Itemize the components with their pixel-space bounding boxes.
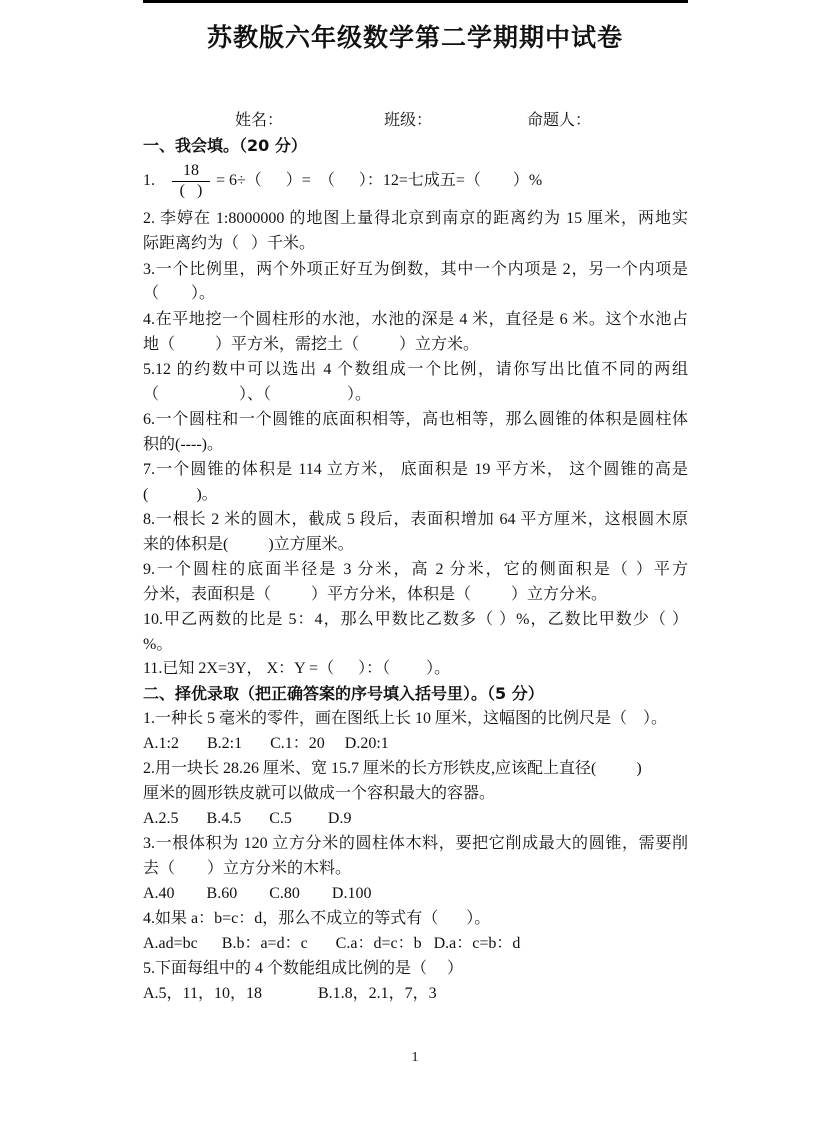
- text-line: 去（ ）立方分米的木料。: [143, 860, 352, 877]
- q1-numerator: 18: [172, 162, 210, 182]
- student-info-row: [143, 110, 688, 132]
- text-line: 3.一根体积为 120 立方分米的圆柱体木料，要把它削成最大的圆锥，需要削: [143, 835, 688, 852]
- options-line: A.40 B.60 C.80 D.100: [143, 885, 372, 902]
- class-label: 班级：: [384, 112, 433, 129]
- text-line: 5.下面每组中的 4 个数能组成比例的是（ ）: [143, 960, 464, 977]
- options-line: A.5，11，10，18 B.1.8，2.1，7，3: [143, 985, 437, 1002]
- text-line: （ ）。: [143, 285, 216, 302]
- author-label: 命题人：: [527, 112, 592, 129]
- q1-denominator: ( ): [179, 182, 203, 199]
- options-line: A.1:2 B.2:1 C.1：20 D.20:1: [143, 735, 389, 752]
- text-line: 5.12 的约数中可以选出 4 个数组成一个比例，请你写出比值不同的两组: [143, 361, 688, 378]
- text-line: 1.一种长 5 毫米的零件，画在图纸上长 10 厘米，这幅图的比例尺是（ ）。: [143, 710, 668, 727]
- q1-fraction: [172, 162, 210, 200]
- text-line: 3.一个比例里，两个外项正好互为倒数，其中一个内项是 2，另一个内项是: [143, 261, 688, 278]
- text-line: 8.一根长 2 米的圆木，截成 5 段后，表面积增加 64 平方厘米，这根圆木原: [143, 511, 688, 528]
- name-label: 姓名：: [235, 112, 284, 129]
- text-line: 际距离约为（ ）千米。: [143, 235, 316, 252]
- text-line: 厘米的圆形铁皮就可以做成一个容积最大的容器。: [143, 785, 496, 802]
- text-line: 来的体积是( )立方厘米。: [143, 536, 354, 553]
- text-line: 4.如果 a：b=c：d，那么不成立的等式有（ ）。: [143, 910, 491, 927]
- text-line: （ ）、（ ）。: [143, 386, 372, 403]
- text-line: %。: [143, 636, 173, 653]
- text-line: 2. 李婷在 1:8000000 的地图上量得北京到南京的距离约为 15 厘米，两地实: [143, 210, 688, 227]
- text-line: 分米，表面积是（ ）平方分米，体积是（ ）立方分米。: [143, 586, 608, 603]
- text-line: 4.在平地挖一个圆柱形的水池，水池的深是 4 米，直径是 6 米。这个水池占: [143, 311, 688, 328]
- section1-heading: 一、我会填。（20 分）: [143, 136, 307, 155]
- text-line: 7.一个圆锥的体积是 114 立方米， 底面积是 19 平方米， 这个圆锥的高是: [143, 461, 688, 478]
- text-line: 10.甲乙两数的比是 5：4，那么甲数比乙数多（ ）%，乙数比甲数少（ ）: [143, 611, 688, 628]
- text-line: 地（ ）平方米，需挖土（ ）立方米。: [143, 336, 480, 353]
- text-line: 9.一个圆柱的底面半径是 3 分米，高 2 分米，它的侧面积是（ ）平方: [143, 561, 688, 578]
- page-title: 苏教版六年级数学第二学期期中试卷: [206, 23, 623, 52]
- page-number: 1: [411, 1050, 419, 1065]
- text-line: 2.用一块长 28.26 厘米、宽 15.7 厘米的长方形铁皮,应该配上直径( ): [143, 760, 642, 777]
- options-line: A.ad=bc B.b：a=d：c C.a：d=c：b D.a：c=b：d: [143, 935, 521, 952]
- q1-number: 1.: [143, 172, 155, 189]
- q1-rest: = 6÷（ ）= （ ）：12=七成五=（ ）%: [212, 172, 543, 189]
- top-rule: [143, 0, 688, 3]
- text-line: 6.一个圆柱和一个圆锥的底面积相等，高也相等，那么圆锥的体积是圆柱体: [143, 411, 688, 428]
- text-line: ( )。: [143, 486, 218, 503]
- text-line: 11.已知 2X=3Y， X：Y =（ ）：（ ）。: [143, 660, 451, 677]
- options-line: A.2.5 B.4.5 C.5 D.9: [143, 810, 352, 827]
- text-line: 积的(----)。: [143, 436, 223, 453]
- section2-heading: 二、择优录取（把正确答案的序号填入括号里）。（5 分）: [143, 684, 544, 703]
